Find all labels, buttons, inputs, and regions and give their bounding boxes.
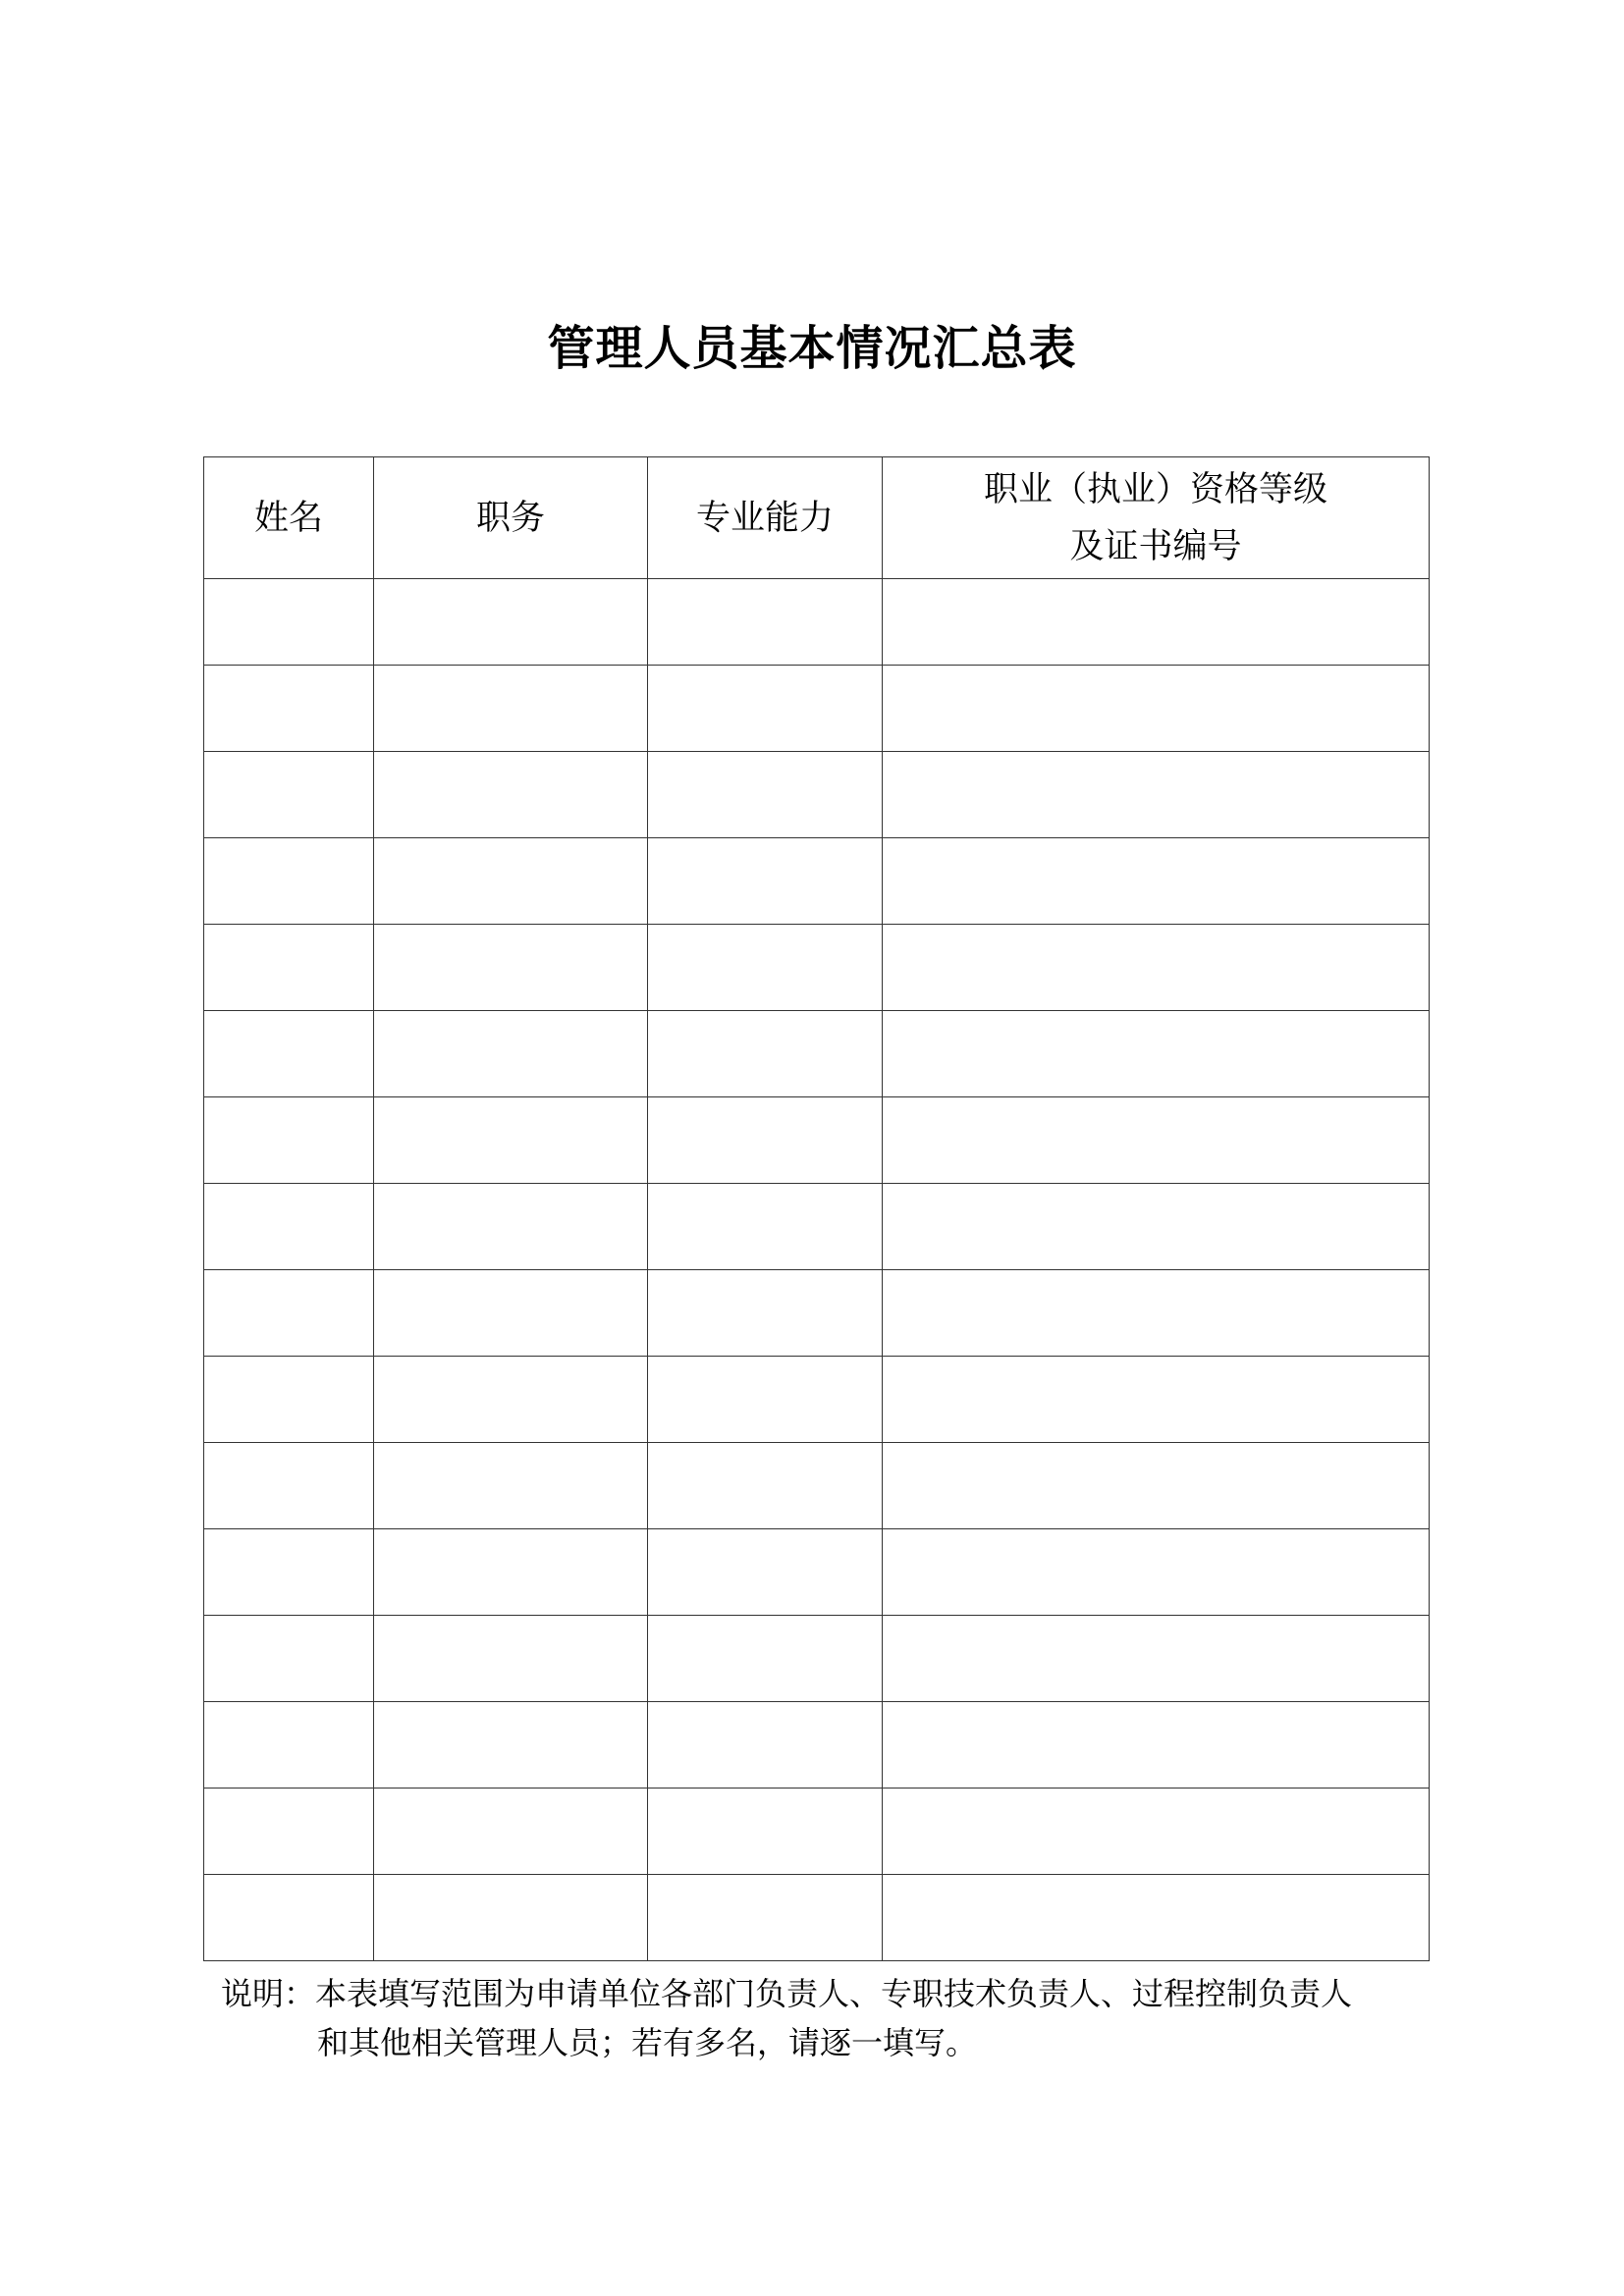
note xyxy=(221,1969,1438,2067)
personnel-summary-table xyxy=(203,456,1430,1961)
cell-position[interactable] xyxy=(374,1443,648,1529)
cell-specialty[interactable] xyxy=(648,1184,883,1270)
cell-specialty[interactable] xyxy=(648,1875,883,1961)
cell-certification[interactable] xyxy=(883,1875,1430,1961)
table-row xyxy=(204,1184,1430,1270)
table-row xyxy=(204,838,1430,925)
cell-specialty[interactable] xyxy=(648,1097,883,1184)
cell-position[interactable] xyxy=(374,666,648,752)
table-row xyxy=(204,666,1430,752)
cell-position[interactable] xyxy=(374,752,648,838)
cell-specialty[interactable] xyxy=(648,1011,883,1097)
table-row xyxy=(204,1875,1430,1961)
cell-certification[interactable] xyxy=(883,1616,1430,1702)
cell-name[interactable] xyxy=(204,579,374,666)
cell-position[interactable] xyxy=(374,579,648,666)
cell-position[interactable] xyxy=(374,1702,648,1789)
cell-certification[interactable] xyxy=(883,925,1430,1011)
cell-specialty[interactable] xyxy=(648,838,883,925)
note-line-2: 和其他相关管理人员；若有多名，请逐一填写。 xyxy=(317,2024,978,2061)
cell-certification[interactable] xyxy=(883,838,1430,925)
header-certification-line2: 及证书编号 xyxy=(1069,526,1242,566)
cell-name[interactable] xyxy=(204,838,374,925)
cell-certification[interactable] xyxy=(883,1184,1430,1270)
cell-position[interactable] xyxy=(374,925,648,1011)
cell-certification[interactable] xyxy=(883,1529,1430,1616)
cell-certification[interactable] xyxy=(883,1270,1430,1357)
cell-position[interactable] xyxy=(374,1616,648,1702)
cell-name[interactable] xyxy=(204,1443,374,1529)
cell-specialty[interactable] xyxy=(648,1443,883,1529)
cell-certification[interactable] xyxy=(883,1443,1430,1529)
cell-specialty[interactable] xyxy=(648,1616,883,1702)
cell-certification[interactable] xyxy=(883,579,1430,666)
cell-certification[interactable] xyxy=(883,1011,1430,1097)
cell-position[interactable] xyxy=(374,1875,648,1961)
cell-specialty[interactable] xyxy=(648,579,883,666)
cell-position[interactable] xyxy=(374,1529,648,1616)
header-specialty: 专业能力 xyxy=(648,457,883,579)
cell-name[interactable] xyxy=(204,1270,374,1357)
cell-position[interactable] xyxy=(374,1270,648,1357)
cell-certification[interactable] xyxy=(883,1357,1430,1443)
table-body xyxy=(204,579,1430,1961)
cell-certification[interactable] xyxy=(883,752,1430,838)
cell-position[interactable] xyxy=(374,1184,648,1270)
cell-name[interactable] xyxy=(204,1875,374,1961)
table-row xyxy=(204,1702,1430,1789)
table-row xyxy=(204,1789,1430,1875)
cell-name[interactable] xyxy=(204,1184,374,1270)
cell-name[interactable] xyxy=(204,1529,374,1616)
cell-name[interactable] xyxy=(204,666,374,752)
cell-specialty[interactable] xyxy=(648,1529,883,1616)
table-row xyxy=(204,1529,1430,1616)
cell-specialty[interactable] xyxy=(648,1702,883,1789)
table-row xyxy=(204,579,1430,666)
cell-certification[interactable] xyxy=(883,1789,1430,1875)
cell-name[interactable] xyxy=(204,1702,374,1789)
header-name: 姓名 xyxy=(204,457,374,579)
cell-specialty[interactable] xyxy=(648,1270,883,1357)
cell-name[interactable] xyxy=(204,925,374,1011)
cell-specialty[interactable] xyxy=(648,1789,883,1875)
cell-name[interactable] xyxy=(204,752,374,838)
header-certification xyxy=(883,457,1430,579)
cell-certification[interactable] xyxy=(883,666,1430,752)
cell-position[interactable] xyxy=(374,1357,648,1443)
table-row xyxy=(204,1270,1430,1357)
cell-specialty[interactable] xyxy=(648,925,883,1011)
table-row xyxy=(204,1357,1430,1443)
cell-name[interactable] xyxy=(204,1011,374,1097)
table-row xyxy=(204,1011,1430,1097)
table-row xyxy=(204,1616,1430,1702)
table-header-row xyxy=(204,457,1430,579)
table-row xyxy=(204,925,1430,1011)
cell-name[interactable] xyxy=(204,1097,374,1184)
document-title: 管理人员基本情况汇总表 xyxy=(547,321,1077,376)
header-certification-line1: 职业（执业）资格等级 xyxy=(983,469,1327,509)
cell-name[interactable] xyxy=(204,1789,374,1875)
cell-certification[interactable] xyxy=(883,1702,1430,1789)
table-row xyxy=(204,752,1430,838)
cell-position[interactable] xyxy=(374,838,648,925)
cell-specialty[interactable] xyxy=(648,1357,883,1443)
note-line-1: 说明：本表填写范围为申请单位各部门负责人、专职技术负责人、过程控制负责人 xyxy=(221,1975,1353,2012)
table-row xyxy=(204,1097,1430,1184)
table-row xyxy=(204,1443,1430,1529)
header-position: 职务 xyxy=(374,457,648,579)
cell-name[interactable] xyxy=(204,1357,374,1443)
cell-specialty[interactable] xyxy=(648,752,883,838)
cell-specialty[interactable] xyxy=(648,666,883,752)
cell-name[interactable] xyxy=(204,1616,374,1702)
cell-position[interactable] xyxy=(374,1097,648,1184)
cell-position[interactable] xyxy=(374,1011,648,1097)
cell-position[interactable] xyxy=(374,1789,648,1875)
cell-certification[interactable] xyxy=(883,1097,1430,1184)
